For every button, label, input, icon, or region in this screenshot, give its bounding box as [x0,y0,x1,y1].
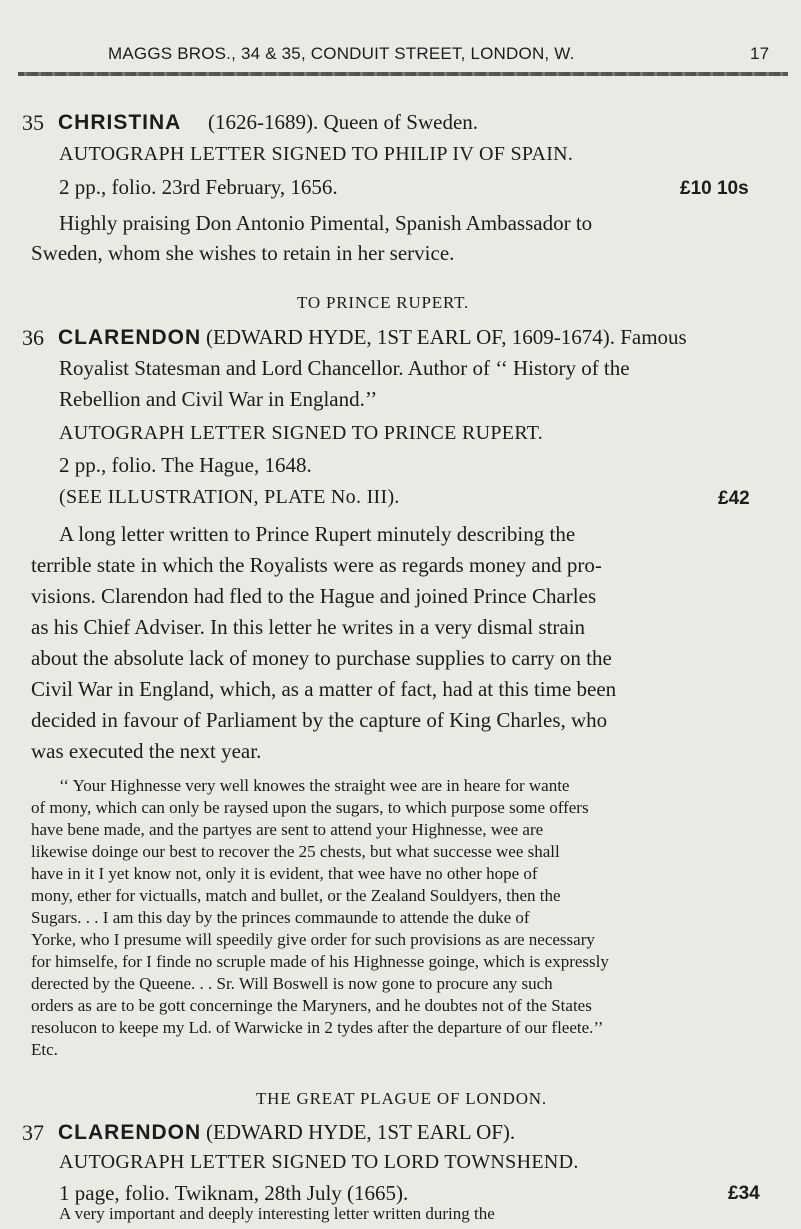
quote-line: Yorke, who I presume will speedily give order for such provisions as are necessary [31,930,595,949]
quote-line: Sugars. . . I am this day by the princes commaunde to attende the duke of [31,908,530,927]
lot-subtitle: (1626-1689). Queen of Sweden. [208,110,479,134]
lot-description-line: A very important and deeply interesting letter written during the [59,1204,495,1223]
lot-illustration-ref: (SEE ILLUSTRATION, PLATE No. III). [59,486,400,508]
lot-description-line: terrible state in which the Royalists were as regards money and pro- [31,553,602,577]
lot-number: 36 [22,325,44,350]
quote-line: Etc. [31,1040,58,1059]
lot-description-line: A long letter written to Prince Rupert minutely describing the [59,522,576,546]
section-heading: TO PRINCE RUPERT. [297,293,470,312]
lot-description-line: as his Chief Adviser. In this letter he writes in a very dismal strain [31,615,586,639]
lot-description-line: Civil War in England, which, as a matter of fact, had at this time been [31,677,617,701]
lot-price: £10 10s [680,178,749,199]
lot-details: 2 pp., folio. 23rd February, 1656. [59,175,338,199]
lot-description-line: Highly praising Don Antonio Pimental, Spanish Ambassador to [59,211,593,235]
quote-line: likewise doinge our best to recover the 25 chests, but what successe wee shall [31,842,560,861]
lot-subtitle-line: Rebellion and Civil War in England.’’ [59,387,378,411]
lot-price: £42 [718,488,750,509]
quote-line: have bene made, and the partyes are sent to attend your Highnesse, wee are [31,820,544,839]
lot-name: CLARENDON [58,326,202,349]
quote-line: for himselfe, for I finde no scruple made of his Highnesse goinge, which is expressly [31,952,609,971]
lot-description-line: about the absolute lack of money to purchase supplies to carry on the [31,646,612,670]
lot-subtitle: (EDWARD HYDE, 1ST EARL OF). [206,1120,516,1144]
lot-subtitle: (EDWARD HYDE, 1ST EARL OF, 1609-1674). Famous [206,325,687,349]
lot-details: 1 page, folio. Twiknam, 28th July (1665). [59,1181,409,1205]
lot-description-line: Sweden, whom she wishes to retain in her service. [31,241,455,265]
lot-description-line: was executed the next year. [31,739,262,763]
quote-line: have in it I yet know not, only it is evident, that wee have no other hope of [31,864,538,883]
page-number: 17 [750,44,770,63]
lot-details: 2 pp., folio. The Hague, 1648. [59,453,312,477]
quote-line: resolucon to keepe my Ld. of Warwicke in 2 tydes after the departure of our fleete.’’ [31,1018,604,1037]
lot-subtitle-line: Royalist Statesman and Lord Chancellor. Author of ‘‘ History of the [59,356,630,380]
lot-number: 37 [22,1120,44,1145]
header-rule [18,72,788,76]
lot-title: AUTOGRAPH LETTER SIGNED TO PHILIP IV OF SPAIN. [59,143,574,165]
lot-description-line: decided in favour of Parliament by the capture of King Charles, who [31,708,608,732]
lot-name: CHRISTINA [58,111,182,134]
lot-name: CLARENDON [58,1121,202,1144]
quote-line: orders as are to be gott concerninge the Maryners, and he doubtes not of the States [31,996,592,1015]
lot-description-line: visions. Clarendon had fled to the Hague and joined Prince Charles [31,584,597,608]
lot-price: £34 [728,1183,760,1204]
quote-line: derected by the Queene. . . Sr. Will Boswell is now gone to procure any such [31,974,553,993]
quote-line: of mony, which can only be raysed upon the sugars, to which purpose some offers [31,798,589,817]
quote-line: mony, ether for victualls, match and bullet, or the Zealand Souldyers, then the [31,886,561,905]
lot-title: AUTOGRAPH LETTER SIGNED TO LORD TOWNSHEND. [59,1151,579,1173]
header-text: MAGGS BROS., 34 & 35, CONDUIT STREET, LONDON, W. [108,44,575,63]
section-heading: THE GREAT PLAGUE OF LONDON. [256,1089,547,1108]
quote-line: ‘‘ Your Highnesse very well knowes the straight wee are in heare for wante [59,776,570,795]
lot-number: 35 [22,110,44,135]
lot-title: AUTOGRAPH LETTER SIGNED TO PRINCE RUPERT. [59,422,544,444]
